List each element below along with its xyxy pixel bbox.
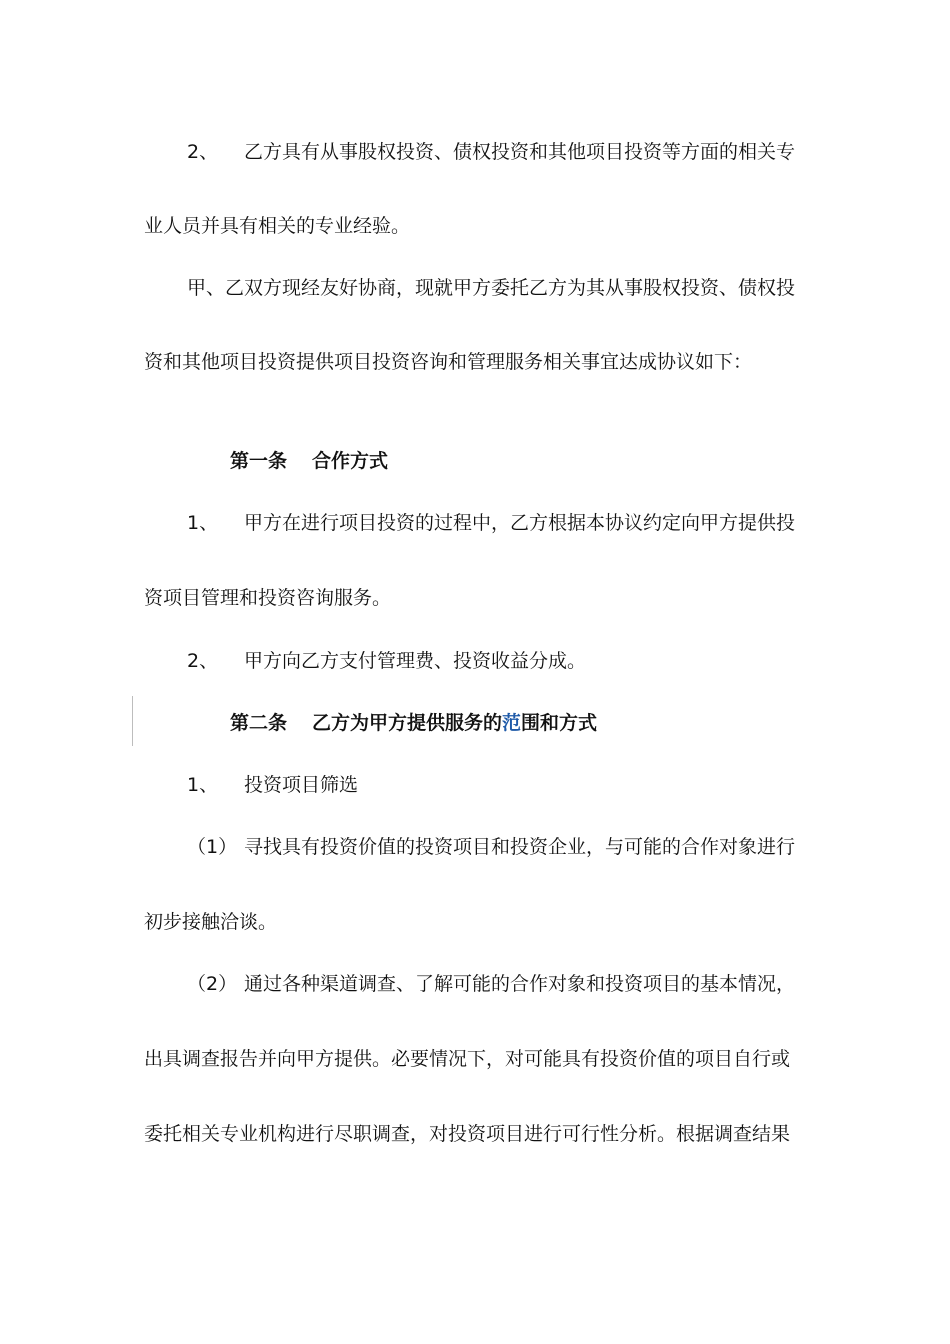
article-heading: [230, 710, 597, 736]
paragraph-line: 通过各种渠道调查、了解可能的合作对象和投资项目的基本情况，: [244, 973, 796, 995]
list-number: 2、: [187, 141, 219, 163]
paragraph-line: 投资项目筛选: [244, 774, 359, 796]
paragraph-line: 资项目管理和投资咨询服务。: [144, 587, 392, 609]
article-number: 第一条: [230, 450, 288, 472]
list-number: 2、: [187, 650, 219, 672]
paragraph-line: 寻找具有投资价值的投资项目和投资企业，与可能的合作对象进行: [244, 836, 796, 858]
list-number: 1、: [187, 512, 219, 534]
paragraph-line: 乙方具有从事股权投资、债权投资和其他项目投资等方面的相关专: [244, 141, 796, 163]
article-title: 合作方式: [312, 450, 389, 472]
article-number: 第二条: [230, 712, 288, 734]
paragraph-line: 甲方向乙方支付管理费、投资收益分成。: [244, 650, 587, 672]
paragraph-line: 出具调查报告并向甲方提供。必要情况下，对可能具有投资价值的项目自行或: [144, 1048, 791, 1070]
paragraph-line: 初步接触洽谈。: [144, 911, 278, 933]
sub-item-number: （1）: [187, 836, 238, 858]
paragraph-line: 业人员并具有相关的专业经验。: [144, 215, 411, 237]
sub-item-number: （2）: [187, 973, 238, 995]
paragraph-line: 甲方在进行项目投资的过程中，乙方根据本协议约定向甲方提供投: [244, 512, 796, 534]
article-title-part: 围和方式: [521, 712, 598, 734]
article-heading: [230, 448, 388, 474]
list-number: 1、: [187, 774, 219, 796]
article-title-part: 乙方为甲方提供服务的: [312, 712, 503, 734]
paragraph-line: 资和其他项目投资提供项目投资咨询和管理服务相关事宜达成协议如下：: [144, 351, 753, 373]
revision-margin-bar: [132, 696, 133, 746]
highlighted-character: 范: [502, 712, 522, 734]
paragraph-line: 甲、乙双方现经友好协商，现就甲方委托乙方为其从事股权投资、债权投: [187, 277, 796, 299]
paragraph-line: 委托相关专业机构进行尽职调查，对投资项目进行可行性分析。根据调查结果: [144, 1123, 791, 1145]
